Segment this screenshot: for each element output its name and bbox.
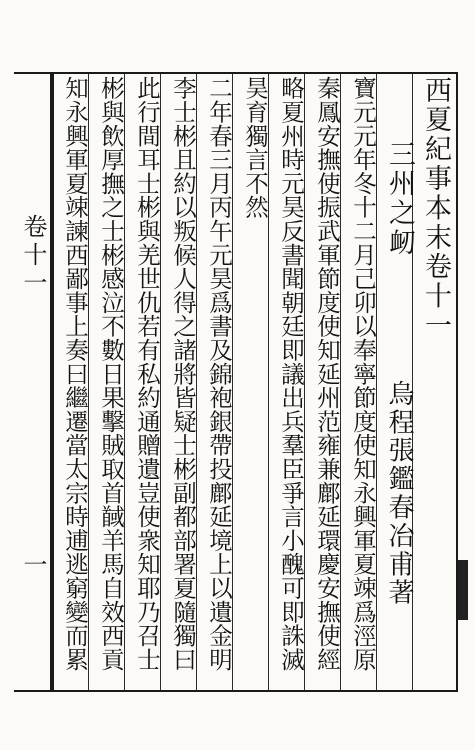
text-line-8: 彬與飲厚撫之士彬感泣不數日果擊賊取首馘羊馬自效西貢	[97, 76, 125, 671]
text-line-4: 昊育獨言不然	[241, 76, 269, 219]
page-number: 一	[19, 552, 47, 579]
text-line-9: 知永興軍夏竦諫西鄙事上奏曰繼遷當太宗時逋逃窮變而累	[61, 76, 89, 671]
section-heading: 三州之衂	[384, 140, 415, 258]
author-line: 烏程張鑑春冶甫著	[384, 380, 414, 608]
text-line-5: 二年春三月丙午元昊爲書及錦袍銀帶投鄜延境上以遺金明	[205, 76, 233, 671]
page-gutter	[14, 72, 52, 692]
juan-label: 卷十一	[19, 214, 47, 298]
book-title: 西夏紀事本末卷十一	[420, 76, 451, 341]
text-frame	[52, 72, 458, 692]
page-edge-mark	[458, 560, 468, 620]
text-line-7: 此行間耳士彬與羌世仇若有私約通贈遺豈使衆知耶乃召士	[133, 76, 161, 671]
text-line-6: 李士彬且約以叛候人得之諸將皆疑士彬副都部署夏隨獨曰	[169, 76, 197, 671]
text-line-3: 略夏州時元昊反書聞朝廷即議出兵羣臣爭言小醜可即誅滅	[277, 76, 305, 671]
text-line-2: 秦鳳安撫使振武軍節度使知延州范雍兼鄜延環慶安撫使經	[313, 76, 341, 671]
text-line-1: 寶元元年冬十二月己卯以奉寧節度使知永興軍夏竦爲涇原	[349, 76, 377, 671]
